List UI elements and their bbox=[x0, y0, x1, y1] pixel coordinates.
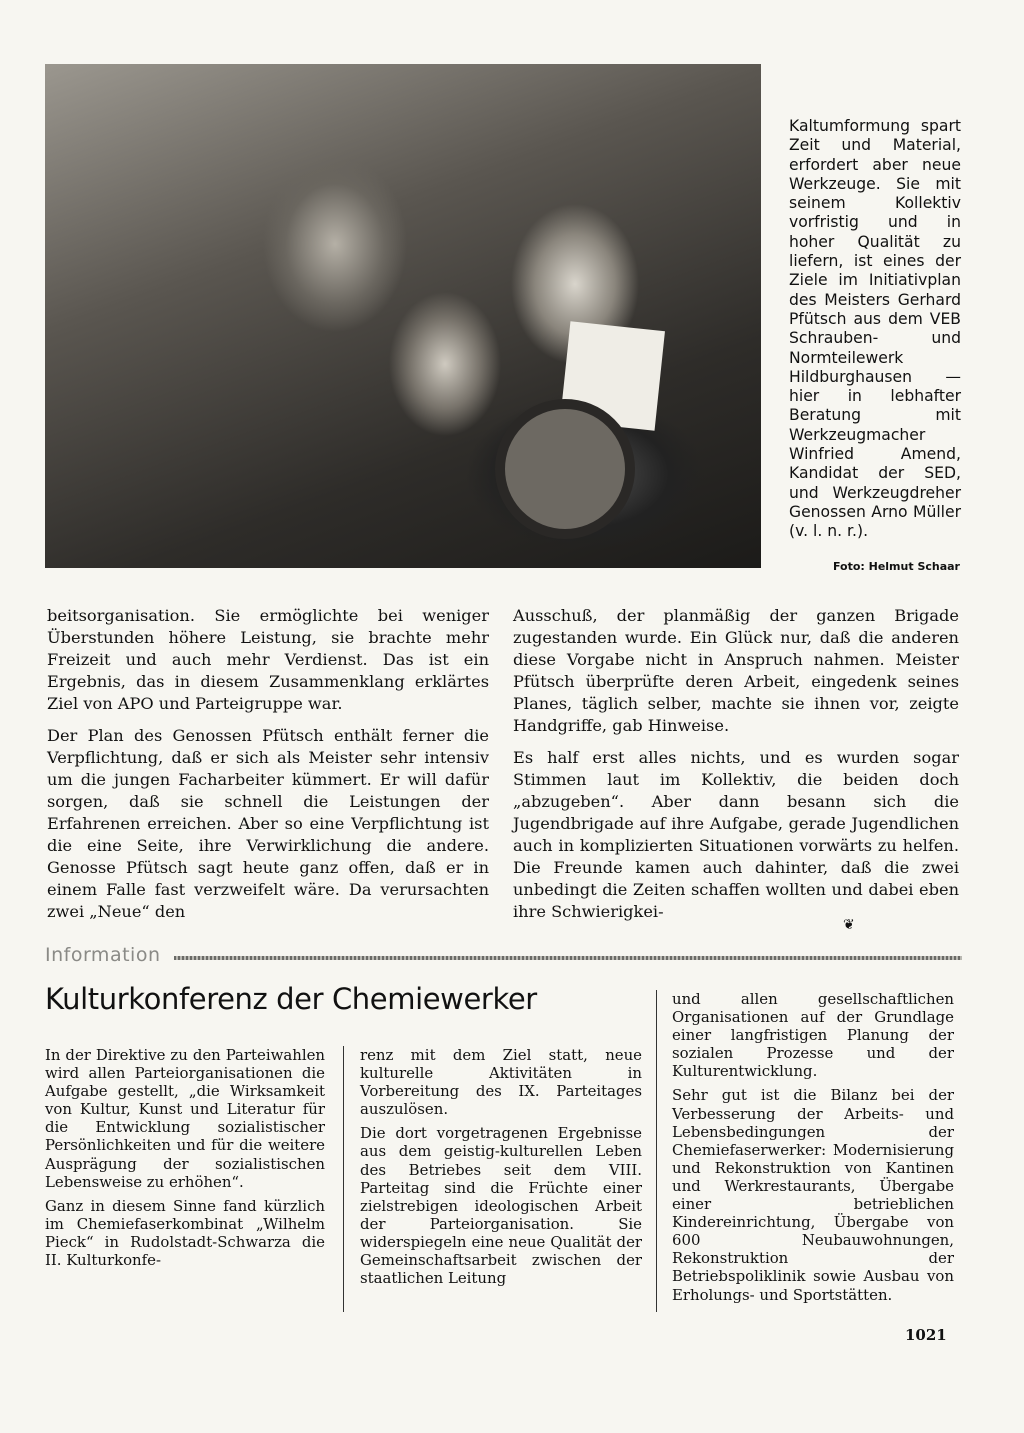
workshop-photo bbox=[45, 64, 761, 568]
photo-caption: Kaltumformung spart Zeit und Material, erfordert aber neue Werkzeuge. Sie mit seinem Kollektiv vorfristig und in hoher Qualität zu liefern, ist eines der Ziele im Initiativplan des Meisters Gerhard Pfütsch aus dem VEB Schrauben- und Normteilewerk Hildburghausen — hier in lebhafter Beratung mit Werkzeugmacher Winfried Amend, Kandidat der SED, und Werkzeugdreher Genossen Arno Müller (v. l. n. r.). bbox=[789, 117, 961, 541]
column-divider bbox=[656, 990, 657, 1312]
info-paragraph: In der Direktive zu den Parteiwahlen wird allen Parteiorganisationen die Aufgabe gestellt, „die Wirksamkeit von Kultur, Kunst und Literatur für die Entwicklung sozialistischer Persönlichkeiten und für die weitere Ausprägung der sozialistischen Lebensweise zu erhöhen“. bbox=[45, 1046, 325, 1191]
article-paragraph: Es half erst alles nichts, und es wurden sogar Stimmen laut im Kollektiv, die beiden doch „abzugeben“. Aber dann besann sich die Jugendbrigade auf ihre Aufgabe, gerade Jugendlichen auch in komplizierten Situationen vorwärts zu helfen. Die Freunde kamen auch dahinter, daß die zwei unbedingt die Zeiten schaffen wollten und dabei eben ihre Schwierigkei- bbox=[513, 748, 959, 921]
info-headline: Kulturkonferenz der Chemiewerker bbox=[45, 982, 537, 1016]
photo-lathe-wheel bbox=[495, 399, 635, 539]
article-paragraph: Der Plan des Genossen Pfütsch enthält ferner die Verpflichtung, daß er sich als Meister sehr intensiv um die jungen Facharbeiter kümmert. Er will dafür sorgen, daß sie schnell die Leistungen der Erfahrenen erreichen. Aber so eine Verpflichtung ist die eine Seite, ihre Verwirklichung die andere. Genosse Pfütsch sagt heute ganz offen, daß er in einem Falle fast verzweifelt wäre. Da verursachten zwei „Neue“ den bbox=[47, 726, 489, 921]
information-section-header bbox=[45, 940, 962, 966]
page-number: 1021 bbox=[905, 1326, 947, 1344]
photo-credit: Foto: Helmut Schaar bbox=[832, 560, 960, 573]
article-column-1 bbox=[47, 605, 489, 933]
section-rule bbox=[174, 956, 962, 960]
article-column-2 bbox=[513, 605, 959, 933]
info-column-3 bbox=[672, 990, 954, 1310]
article-paragraph: Ausschuß, der planmäßig der ganzen Brigade zugestanden wurde. Ein Glück nur, daß die anderen diese Vorgabe nicht in Anspruch nahmen. Meister Pfütsch überprüfte deren Arbeit, eingedenk seines Planes, täglich selber, machte sie ihnen vor, zeigte Handgriffe, gab Hinweise. bbox=[513, 606, 959, 735]
section-label: Information bbox=[45, 944, 161, 966]
info-paragraph: renz mit dem Ziel statt, neue kulturelle Aktivitäten in Vorbereitung des IX. Parteitages auszulösen. bbox=[360, 1046, 642, 1119]
column-divider bbox=[343, 1046, 344, 1312]
info-column-1 bbox=[45, 1046, 325, 1275]
info-column-2 bbox=[360, 1046, 642, 1293]
info-paragraph: Sehr gut ist die Bilanz bei der Verbesserung der Arbeits- und Lebensbedingungen der Chemiefaserwerker: Modernisierung und Rekonstruktion von Kantinen und Werkrestaurants, Übergabe einer betrieblichen Kindereinrichtung, Übergabe von 600 Neubauwohnungen, Rekonstruktion der Betriebspoliklinik sowie Ausbau von Erholungs- und Sportstätten. bbox=[672, 1086, 954, 1304]
info-paragraph: und allen gesellschaftlichen Organisationen auf der Grundlage einer langfristigen Planung der sozialen Prozesse und der Kulturentwicklung. bbox=[672, 990, 954, 1081]
continuation-mark: ❦ bbox=[843, 917, 855, 933]
info-paragraph: Ganz in diesem Sinne fand kürzlich im Chemiefaserkombinat „Wilhelm Pieck“ in Rudolstadt-Schwarza die II. Kulturkonfe- bbox=[45, 1196, 325, 1270]
info-paragraph: Die dort vorgetragenen Ergebnisse aus dem geistig-kulturellen Leben des Betriebes seit dem VIII. Parteitag sind die Früchte einer zielstrebigen ideologischen Arbeit der Parteiorganisation. Sie widerspiegeln eine neue Qualität der Gemeinschaftsarbeit zwischen der staatlichen Leitung bbox=[360, 1124, 642, 1288]
article-paragraph: beitsorganisation. Sie ermöglichte bei weniger Überstunden höhere Leistung, sie brachte mehr Freizeit und auch mehr Verdienst. Das ist ein Ergebnis, das in diesem Zusammenklang erklärtes Ziel von APO und Parteigruppe war. bbox=[47, 606, 489, 713]
